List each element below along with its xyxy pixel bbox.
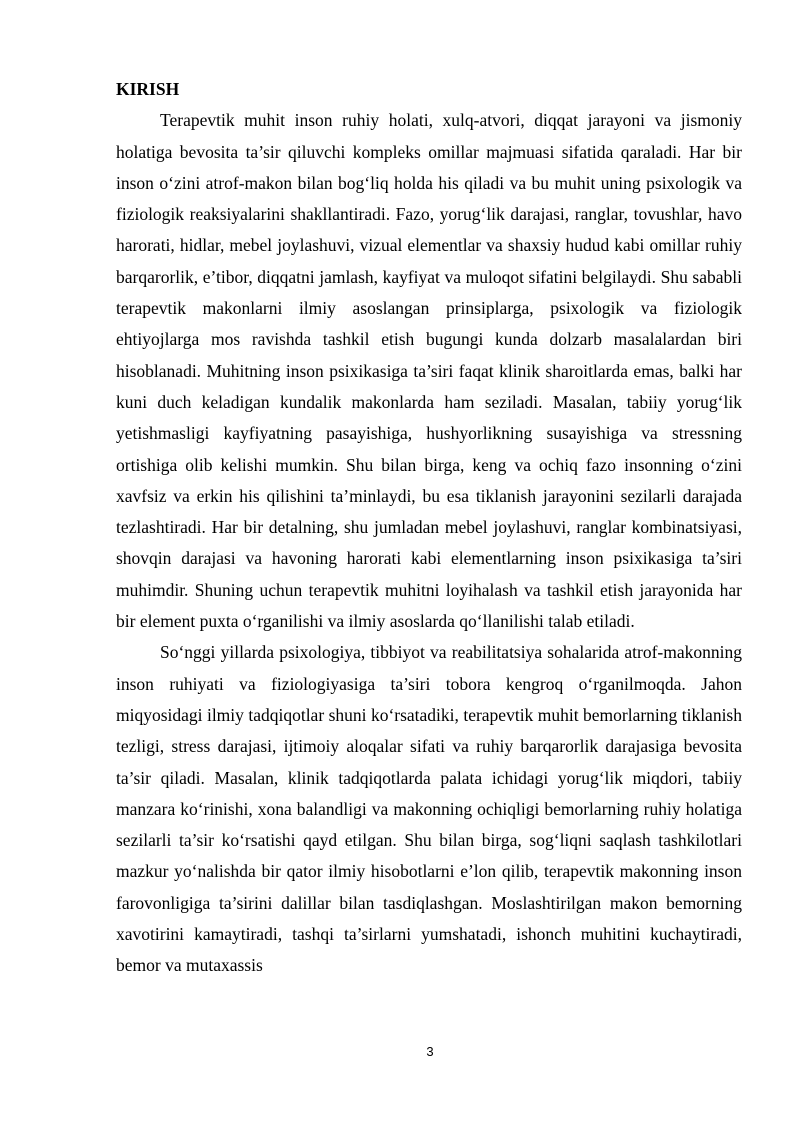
page-content (116, 74, 742, 982)
section-heading: KIRISH (116, 79, 180, 99)
paragraph-1: Terapevtik muhit inson ruhiy holati, xulq-atvori, diqqat jarayoni va jismoniy holatiga bevosita ta’sir qiluvchi kompleks omillar majmuasi sifatida qaraladi. Har bir inson o‘zini atrof-makon bilan bog‘liq holda his qiladi va bu muhit uning psixologik va fiziologik reaksiyalarini shakllantiradi. Fazo, yorug‘lik darajasi, ranglar, tovushlar, havo harorati, hidlar, mebel joylashuvi, vizual elementlar va shaxsiy hudud kabi omillar ruhiy barqarorlik, e’tibor, diqqatni jamlash, kayfiyat va muloqot sifatini belgilaydi. Shu sababli terapevtik makonlarni ilmiy asoslangan prinsiplarga, psixologik va fiziologik ehtiyojlarga mos ravishda tashkil etish bugungi kunda dolzarb masalalardan biri hisoblanadi. Muhitning inson psixikasiga ta’siri faqat klinik sharoitlarda emas, balki har kuni duch keladigan kundalik makonlarda ham seziladi. Masalan, tabiiy yorug‘lik yetishmasligi kayfiyatning pasayishiga, hushyorlikning susayishiga va stressning ortishiga olib kelishi mumkin. Shu bilan birga, keng va ochiq fazo insonning o‘zini xavfsiz va erkin his qilishini ta’minlaydi, bu esa tiklanish jarayonini sezilarli darajada tezlashtiradi. Har bir detalning, shu jumladan mebel joylashuvi, ranglar kombinatsiyasi, shovqin darajasi va havoning harorati kabi elementlarning inson psixikasiga ta’siri muhimdir. Shuning uchun terapevtik muhitni loyihalash va tashkil etish jarayonida har bir element puxta o‘rganilishi va ilmiy asoslarda qo‘llanilishi talab etiladi. (116, 110, 742, 632)
paragraph-2: So‘nggi yillarda psixologiya, tibbiyot va reabilitatsiya sohalarida atrof-makonning inson ruhiyati va fiziologiyasiga ta’siri tobora kengroq o‘rganilmoqda. Jahon miqyosidagi ilmiy tadqiqotlar shuni ko‘rsatadiki, terapevtik muhit bemorlarning tiklanish tezligi, stress darajasi, ijtimoiy aloqalar sifati va ruhiy barqarorlik darajasiga bevosita ta’sir qiladi. Masalan, klinik tadqiqotlarda palata ichidagi yorug‘lik miqdori, tabiiy manzara ko‘rinishi, xona balandligi va makonning ochiqligi bemorlarning ruhiy holatiga sezilarli ta’sir ko‘rsatishi qayd etilgan. Shu bilan birga, sog‘liqni saqlash tashkilotlari mazkur yo‘nalishda bir qator ilmiy hisobotlarni e’lon qilib, terapevtik makonning inson farovonligiga ta’sirini dalillar bilan tasdiqlashgan. Moslashtirilgan makon bemorning xavotirini kamaytiradi, tashqi ta’sirlarni yumshatadi, ishonch muhitini kuchaytiradi, bemor va mutaxassis (116, 642, 742, 976)
page-number: 3 (426, 1044, 434, 1059)
